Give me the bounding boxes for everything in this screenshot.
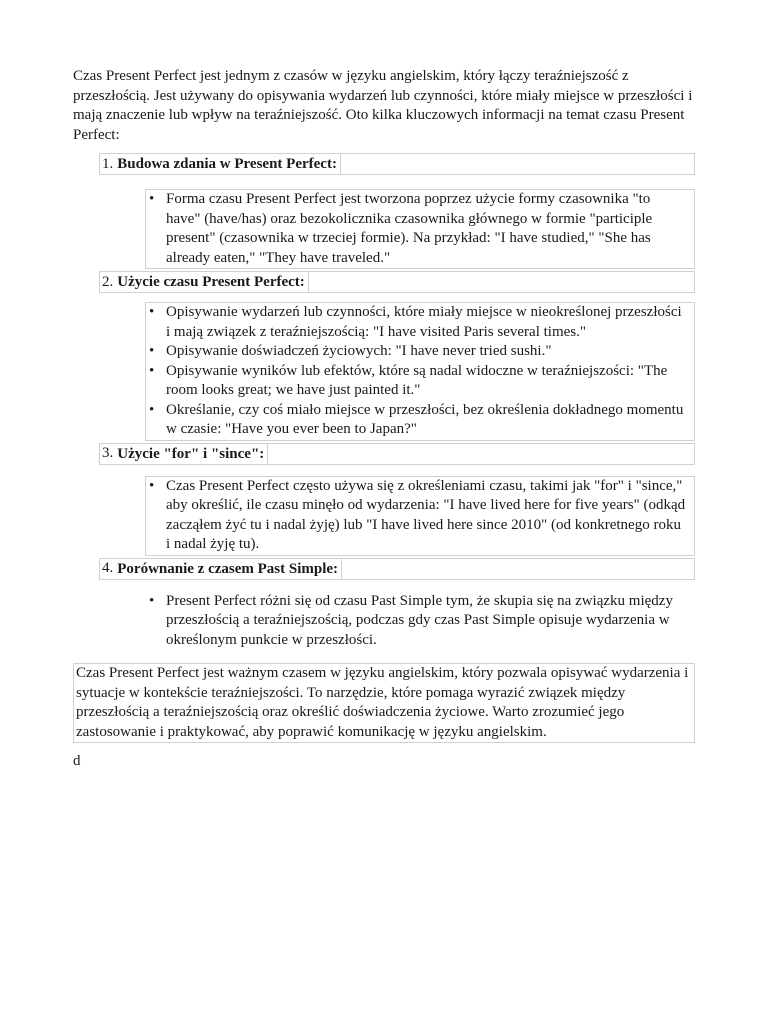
section-item	[73, 443, 695, 556]
intro-paragraph: Czas Present Perfect jest jednym z czasów w języku angielskim, który łączy teraźniejszość z przeszłością. Jest używany do opisywania wydarzeń lub czynności, które miały miejsce w przeszłości i mają znaczenie lub wpływ na teraźniejszość. Oto kilka kluczowych informacji na temat czasu Present Perfect:	[73, 68, 693, 143]
section-list	[73, 153, 695, 651]
bullet-item: • Opisywanie doświadczeń życiowych: "I have never tried sushi."	[146, 342, 686, 362]
section-number: 4.	[102, 560, 114, 576]
document-page	[73, 67, 695, 772]
bullet-box	[145, 189, 695, 269]
bullet-item: • Opisywanie wydarzeń lub czynności, które miały miejsce w nieokreślonej przeszłości i mają związek z teraźniejszością: "I have visited Paris several times."	[146, 303, 686, 342]
section-heading	[99, 271, 695, 293]
section-item	[73, 558, 695, 652]
section-item	[73, 271, 695, 441]
section-number: 3.	[102, 445, 114, 461]
section-heading	[99, 153, 695, 175]
section-heading	[99, 558, 695, 580]
section-number: 1.	[102, 155, 114, 172]
bullet-box	[145, 591, 695, 652]
bullet-box	[145, 476, 695, 556]
section-title: Porównanie z czasem Past Simple:	[117, 559, 342, 579]
bullet-item: • Określanie, czy coś miało miejsce w przeszłości, bez określenia dokładnego momentu w czasie: "Have you ever been to Japan?"	[146, 401, 686, 440]
trailing-text: d	[73, 753, 81, 769]
section-item	[73, 153, 695, 269]
bullet-box	[145, 302, 695, 441]
conclusion-paragraph: Czas Present Perfect jest ważnym czasem w języku angielskim, który pozwala opisywać wydarzenia i sytuacje w kontekście teraźniejszości. To narzędzie, które pomaga wyrazić związek między przeszłością a teraźniejszością oraz określić doświadczenia życiowe. Warto zrozumieć jego zastosowanie i praktykować, aby poprawić komunikację w języku angielskim.	[73, 663, 695, 743]
bullet-list	[146, 592, 686, 651]
section-heading	[99, 443, 695, 465]
bullet-list	[146, 190, 686, 268]
section-title: Budowa zdania w Present Perfect:	[117, 154, 341, 174]
bullet-item: • Forma czasu Present Perfect jest tworzona poprzez użycie formy czasownika "to have" (have/has) oraz bezokolicznika czasownika głównego w formie "participle present" (czasownika w trzeciej formie). Na przykład: "I have studied," "She has already eaten," "They have traveled."	[146, 190, 686, 268]
section-number: 2.	[102, 273, 114, 290]
bullet-item: • Present Perfect różni się od czasu Past Simple tym, że skupia się na związku między przeszłością a teraźniejszością, podczas gdy czas Past Simple opisuje wydarzenia w określonym punkcie w przeszłości.	[146, 592, 686, 651]
bullet-item: • Opisywanie wyników lub efektów, które są nadal widoczne w teraźniejszości: "The room looks great; we have just painted it."	[146, 362, 686, 401]
section-title: Użycie czasu Present Perfect:	[117, 272, 309, 292]
bullet-item: • Czas Present Perfect często używa się z określeniami czasu, takimi jak "for" i "since," aby określić, ile czasu minęło od wydarzenia: "I have lived here for five years" (odkąd zacząłem żyć tu i nadal żyję) lub "I have lived here since 2010" (od konkretnego roku i nadal żyję tu).	[146, 477, 686, 555]
section-title: Użycie "for" i "since":	[117, 444, 268, 464]
bullet-list	[146, 477, 686, 555]
bullet-list	[146, 303, 686, 440]
